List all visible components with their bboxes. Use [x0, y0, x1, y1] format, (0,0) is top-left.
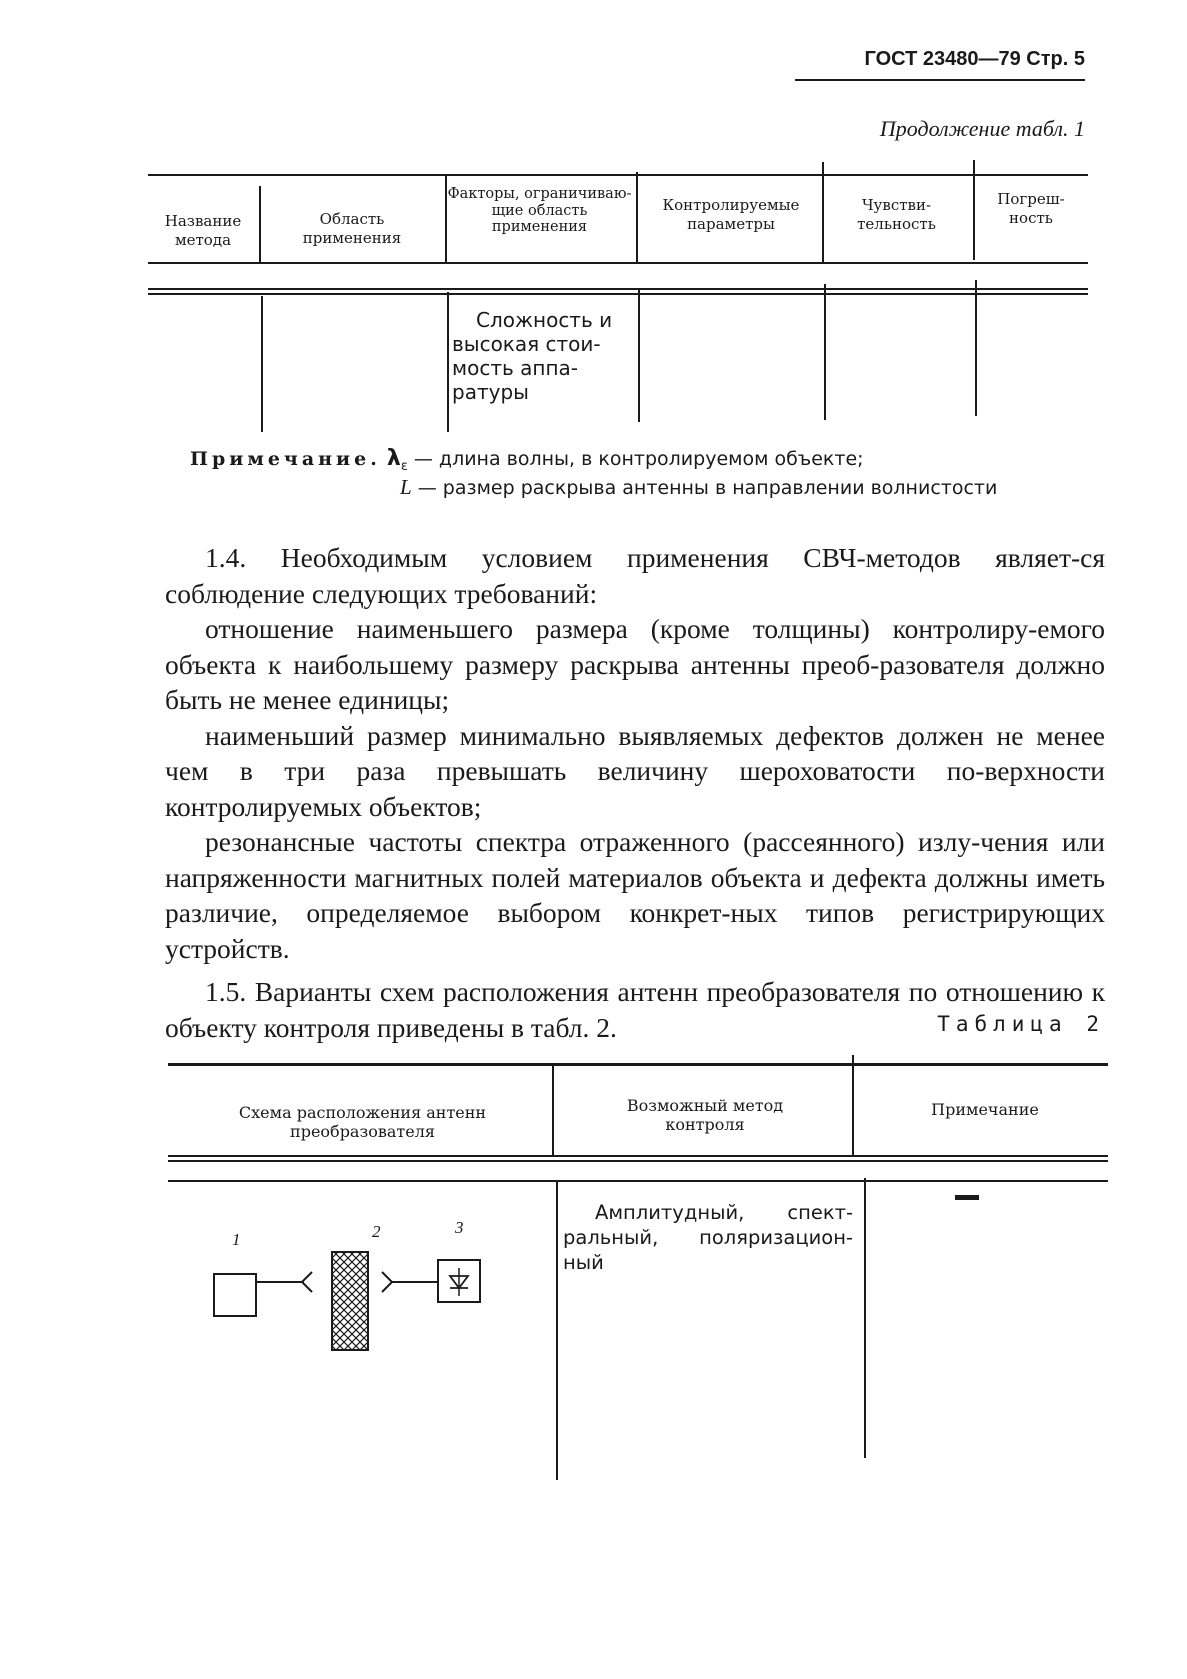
- table2-header-rule-b: [168, 1160, 1108, 1162]
- table2-note-dash: [955, 1195, 979, 1200]
- table1-col-divider: [975, 280, 977, 416]
- factors-line: высокая стои-: [452, 332, 601, 356]
- table2-col-divider: [552, 1065, 554, 1157]
- paragraph-req-3: резонансные частоты спектра отраженного (рассеянного) излу-чения или напряженности магнитных полей материалов объекта и дефекта должны иметь различие, определяемое выбором конкрет-ных типов регистрирующих устройств.: [165, 826, 1105, 964]
- note-line2-text: — размер раскрыва антенны в направлении волнистости: [411, 477, 998, 499]
- diagram-label-2: 2: [372, 1222, 381, 1241]
- table1-header-sensitivity: Чувстви-тельность: [857, 196, 936, 233]
- factors-line: мость аппа-: [452, 356, 578, 380]
- note-line1-text: — длина волны, в контролируемом объекте;: [413, 448, 864, 470]
- receive-antenna-icon: [382, 1272, 392, 1292]
- table1-header-rule-a: [148, 262, 1088, 264]
- note-variable-L: L: [400, 475, 412, 499]
- note-label: Примечание.: [190, 448, 381, 470]
- table1-col-divider: [973, 160, 975, 260]
- header-rule: [795, 79, 1085, 81]
- paragraph-1-5: 1.5. Варианты схем расположения антенн преобразователя по отношению к объекту контроля приведены в табл. 2.: [165, 976, 1105, 1043]
- table1-header-rule-b: [148, 288, 1088, 290]
- table1-header-error: Погреш-ность: [997, 190, 1065, 227]
- table2-header-note: Примечание: [931, 1100, 1039, 1119]
- table1-header-rule-c: [148, 293, 1088, 295]
- page-header-title: ГОСТ 23480—79 Стр. 5: [864, 48, 1085, 70]
- method-line: ральный, поляризацион-: [563, 1226, 853, 1249]
- table1-factors-cell: [452, 308, 632, 404]
- table1-note-line2: [400, 475, 997, 500]
- table2-col-divider: [556, 1182, 558, 1480]
- table2-header-rule-c: [168, 1180, 1108, 1182]
- generator-box: [214, 1274, 256, 1316]
- paragraph-req-1: отношение наименьшего размера (кроме толщины) контролиру-емого объекта к наибольшему размеру раскрыва антенны преоб-разователя должно быть не менее единицы;: [165, 613, 1105, 715]
- table2-method-cell-end: ный: [563, 1251, 604, 1274]
- table-continuation-label: Продолжение табл. 1: [879, 116, 1085, 141]
- lambda-symbol: λ: [386, 446, 401, 471]
- table1-header-params: Контролируемые параметры: [662, 196, 800, 233]
- paragraph-req-2: наименьший размер минимально выявляемых дефектов должен не менее чем в три раза превышать величину шероховатости по-верхности контролируемых объектов;: [165, 719, 1105, 822]
- table1-col-divider: [824, 284, 826, 420]
- table1-top-rule: [148, 174, 1088, 176]
- body-text: [165, 540, 1105, 1045]
- test-object-hatched: [332, 1252, 368, 1350]
- factors-line: ратуры: [452, 380, 529, 404]
- antenna-scheme-diagram: [200, 1230, 520, 1360]
- table1-col-divider: [259, 186, 261, 262]
- table2-col-divider: [852, 1055, 854, 1155]
- paragraph-1-4: 1.4. Необходимым условием применения СВЧ-методов являет-ся соблюдение следующих требований:: [165, 542, 1105, 609]
- diagram-label-1: 1: [232, 1230, 241, 1249]
- table1-header-factors: Факторы, ограничиваю-щие область применения: [447, 186, 632, 235]
- table2-header-rule-a: [168, 1155, 1108, 1157]
- factors-line: Сложность и: [476, 308, 613, 332]
- lambda-subscript: ε: [400, 458, 408, 474]
- table1-header-method: Название метода: [164, 212, 242, 249]
- table2-header-method: Возможный метод контроля: [626, 1096, 784, 1134]
- table2-top-rule: [168, 1063, 1108, 1066]
- table1-header-area: Область применения: [302, 210, 402, 247]
- table1-col-divider: [261, 296, 263, 432]
- table2-title: Таблица 2: [937, 1012, 1105, 1036]
- table1-col-divider: [447, 292, 449, 432]
- table2-header-scheme: Схема расположения антенн преобразователя: [238, 1103, 487, 1141]
- table2-col-divider: [864, 1178, 866, 1458]
- table2-method-cell: [563, 1200, 853, 1250]
- table1-col-divider: [638, 290, 640, 422]
- table1-note-line1: [190, 446, 864, 474]
- method-line: Амплитудный, спект-: [595, 1201, 853, 1224]
- table1-col-divider: [636, 172, 638, 262]
- diagram-label-3: 3: [455, 1218, 464, 1237]
